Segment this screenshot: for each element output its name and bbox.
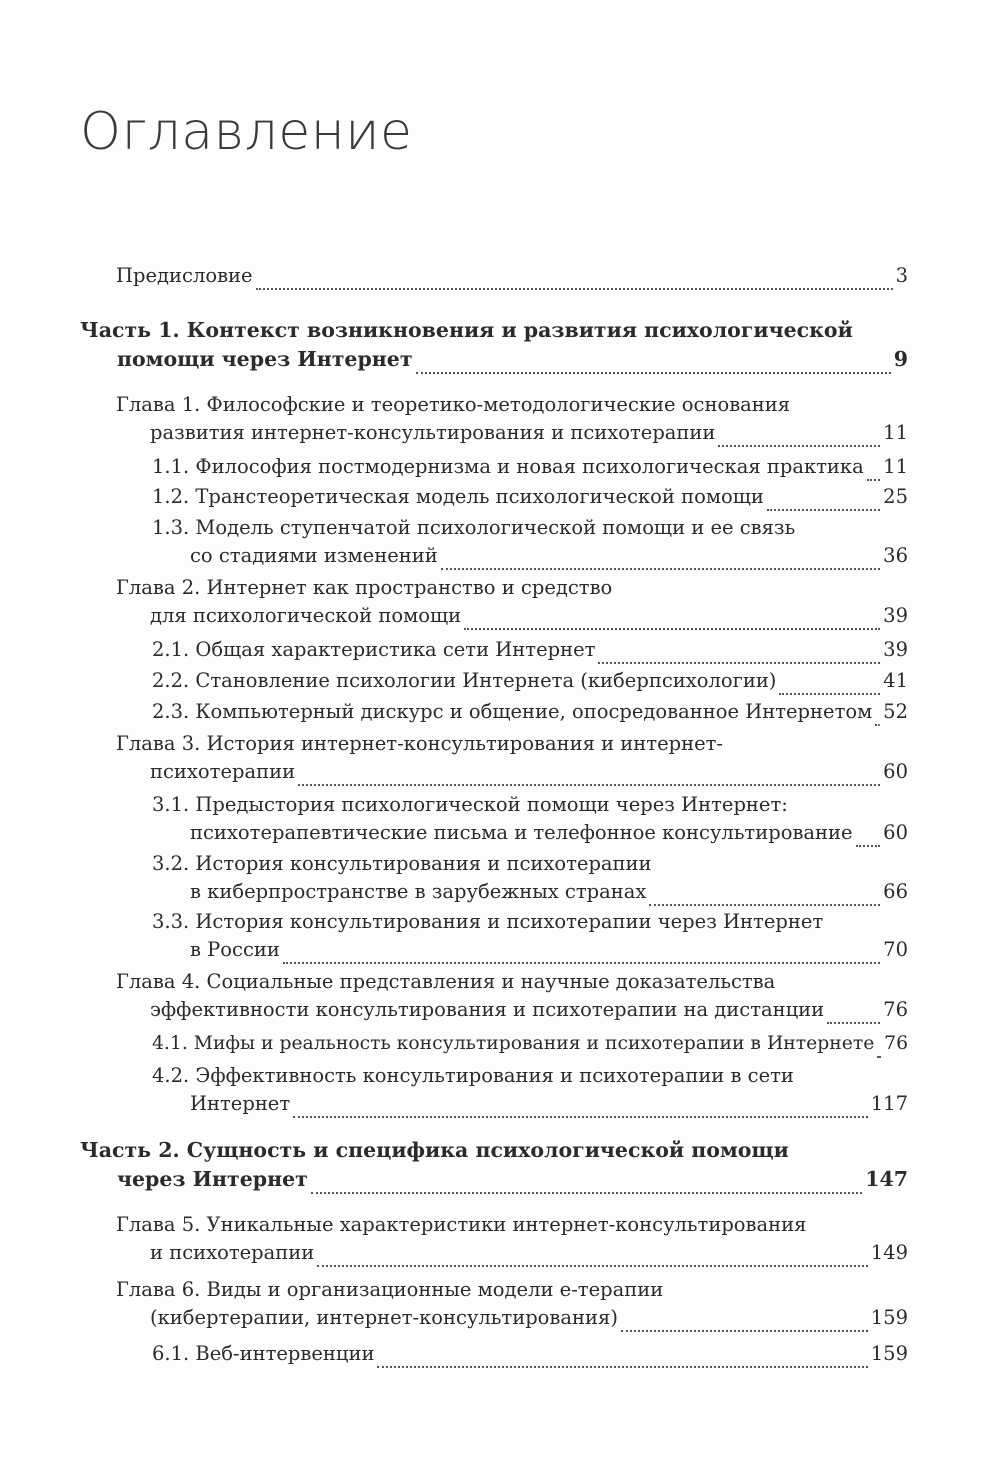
toc-entry-chapter-4[interactable] bbox=[116, 968, 908, 1024]
toc-entry-section-3-3[interactable] bbox=[152, 908, 908, 964]
toc-page-number: 159 bbox=[870, 1306, 908, 1329]
toc-entry-chapter-3[interactable] bbox=[116, 730, 908, 786]
toc-entry-section-2-1[interactable] bbox=[152, 636, 908, 664]
toc-entry-title: Глава 5. Уникальные характеристики интернет-консультирования bbox=[116, 1213, 807, 1236]
dot-leader bbox=[827, 1014, 880, 1024]
toc-page-number: 11 bbox=[883, 455, 908, 478]
toc-entry-title: Глава 1. Философские и теоретико-методологические основания bbox=[116, 393, 791, 416]
toc-entry-title: 2.3. Компьютерный дискурс и общение, опосредованное Интернетом bbox=[152, 700, 873, 723]
dot-leader bbox=[856, 837, 881, 847]
dot-leader bbox=[311, 1184, 862, 1194]
dot-leader bbox=[298, 776, 880, 786]
toc-entry-title: Глава 3. История интернет-консультирования и интернет- bbox=[116, 732, 724, 755]
dot-leader bbox=[416, 364, 891, 374]
toc-entry-part-2[interactable] bbox=[80, 1136, 908, 1194]
toc-entry-section-2-2[interactable] bbox=[152, 667, 908, 695]
toc-entry-section-4-2[interactable] bbox=[152, 1062, 908, 1118]
toc-entry-title: 2.1. Общая характеристика сети Интернет bbox=[152, 638, 596, 661]
toc-entry-title: 6.1. Веб-интервенции bbox=[152, 1342, 375, 1365]
toc-entry-part-1[interactable] bbox=[80, 316, 908, 374]
page-title: Оглавление bbox=[80, 102, 413, 162]
toc-entry-chapter-5[interactable] bbox=[116, 1211, 908, 1267]
dot-leader bbox=[317, 1257, 867, 1267]
toc-entry-title-cont: в России bbox=[190, 938, 280, 961]
dot-leader bbox=[779, 685, 880, 695]
toc-page-number: 11 bbox=[883, 421, 908, 444]
dot-leader bbox=[621, 1322, 868, 1332]
dot-leader bbox=[598, 654, 880, 664]
dot-leader bbox=[867, 471, 880, 481]
toc-page-number: 149 bbox=[870, 1241, 908, 1264]
dot-leader bbox=[767, 501, 880, 511]
toc-entry-title: 1.2. Транстеоретическая модель психологической помощи bbox=[152, 485, 764, 508]
toc-entry-title-cont: в киберпространстве в зарубежных странах bbox=[190, 880, 647, 903]
toc-page-number: 76 bbox=[884, 1033, 908, 1054]
toc-entry-title: 3.3. История консультирования и психотерапии через Интернет bbox=[152, 910, 824, 933]
toc-page-number: 3 bbox=[895, 264, 908, 287]
toc-entry-title: Часть 2. Сущность и специфика психологической помощи bbox=[80, 1138, 789, 1162]
toc-page-number: 41 bbox=[883, 669, 908, 692]
toc-page-number: 66 bbox=[883, 880, 908, 903]
toc-page-number: 9 bbox=[893, 347, 908, 371]
toc-page-number: 25 bbox=[883, 485, 908, 508]
toc-entry-title: 2.2. Становление психологии Интернета (киберпсихологии) bbox=[152, 669, 777, 692]
toc-entry-title-cont: психотерапевтические письма и телефонное консультирование bbox=[190, 821, 853, 844]
toc-entry-title-cont: психотерапии bbox=[150, 760, 296, 783]
toc-page-number: 76 bbox=[883, 998, 908, 1021]
toc-entry-section-3-1[interactable] bbox=[152, 791, 908, 847]
dot-leader bbox=[441, 560, 880, 570]
dot-leader bbox=[649, 896, 880, 906]
toc-entry-title: 4.2. Эффективность консультирования и психотерапии в сети bbox=[152, 1064, 794, 1087]
toc-page-number: 39 bbox=[883, 638, 908, 661]
toc-page-number: 147 bbox=[865, 1167, 908, 1191]
toc-entry-title-cont: помощи через Интернет bbox=[117, 347, 413, 371]
toc-entry-section-2-3[interactable] bbox=[152, 698, 908, 726]
toc-page-number: 70 bbox=[883, 938, 908, 961]
dot-leader bbox=[377, 1358, 867, 1368]
toc-entry-section-4-1[interactable] bbox=[152, 1030, 908, 1058]
toc-entry-title-cont: через Интернет bbox=[117, 1167, 308, 1191]
toc-entry-title: Глава 4. Социальные представления и научные доказательства bbox=[116, 970, 776, 993]
toc-entry-preface[interactable] bbox=[116, 262, 908, 290]
toc-entry-chapter-1[interactable] bbox=[116, 391, 908, 447]
toc-entry-title: Часть 1. Контекст возникновения и развития психологической bbox=[80, 318, 853, 342]
toc-page-number: 117 bbox=[870, 1092, 908, 1115]
toc-entry-title-cont: (кибертерапии, интернет-консультирования) bbox=[150, 1306, 618, 1329]
toc-page-number: 39 bbox=[883, 604, 908, 627]
toc-entry-title: 1.3. Модель ступенчатой психологической помощи и ее связь bbox=[152, 516, 796, 539]
toc-entry-title: 3.2. История консультирования и психотерапии bbox=[152, 852, 652, 875]
toc-entry-title: Глава 2. Интернет как пространство и средство bbox=[116, 576, 613, 599]
toc-entry-title-cont: эффективности консультирования и психотерапии на дистанции bbox=[150, 998, 825, 1021]
toc-entry-title-cont: Интернет bbox=[190, 1092, 291, 1115]
toc-page-number: 36 bbox=[883, 544, 908, 567]
toc-entry-title: 1.1. Философия постмодернизма и новая психологическая практика bbox=[152, 455, 864, 478]
toc-entry-title: Предисловие bbox=[116, 264, 253, 287]
dot-leader bbox=[283, 954, 880, 964]
toc-entry-title-cont: со стадиями изменений bbox=[190, 544, 438, 567]
toc-page-number: 52 bbox=[883, 700, 908, 723]
toc-entry-section-1-1[interactable] bbox=[152, 453, 908, 481]
toc-entry-chapter-2[interactable] bbox=[116, 574, 908, 630]
toc-entry-title-cont: развития интернет-консультирования и психотерапии bbox=[150, 421, 716, 444]
dot-leader bbox=[718, 437, 880, 447]
toc-entry-chapter-6[interactable] bbox=[116, 1276, 908, 1332]
toc-entry-section-3-2[interactable] bbox=[152, 850, 908, 906]
toc-entry-title: Глава 6. Виды и организационные модели е-терапии bbox=[116, 1278, 664, 1301]
toc-entry-title-cont: и психотерапии bbox=[150, 1241, 315, 1264]
toc-page-number: 60 bbox=[883, 760, 908, 783]
toc-entry-title: 4.1. Мифы и реальность консультирования и психотерапии в Интернете bbox=[152, 1033, 875, 1054]
toc-entry-title: 3.1. Предыстория психологической помощи через Интернет: bbox=[152, 793, 788, 816]
dot-leader bbox=[877, 1048, 881, 1058]
toc-entry-section-6-1[interactable] bbox=[152, 1340, 908, 1368]
dot-leader bbox=[875, 716, 880, 726]
toc-page-number: 159 bbox=[870, 1342, 908, 1365]
dot-leader bbox=[256, 280, 893, 290]
toc-entry-section-1-3[interactable] bbox=[152, 514, 908, 570]
toc-entry-section-1-2[interactable] bbox=[152, 483, 908, 511]
dot-leader bbox=[293, 1108, 868, 1118]
toc-page-number: 60 bbox=[883, 821, 908, 844]
toc-entry-title-cont: для психологической помощи bbox=[150, 604, 462, 627]
dot-leader bbox=[464, 620, 880, 630]
